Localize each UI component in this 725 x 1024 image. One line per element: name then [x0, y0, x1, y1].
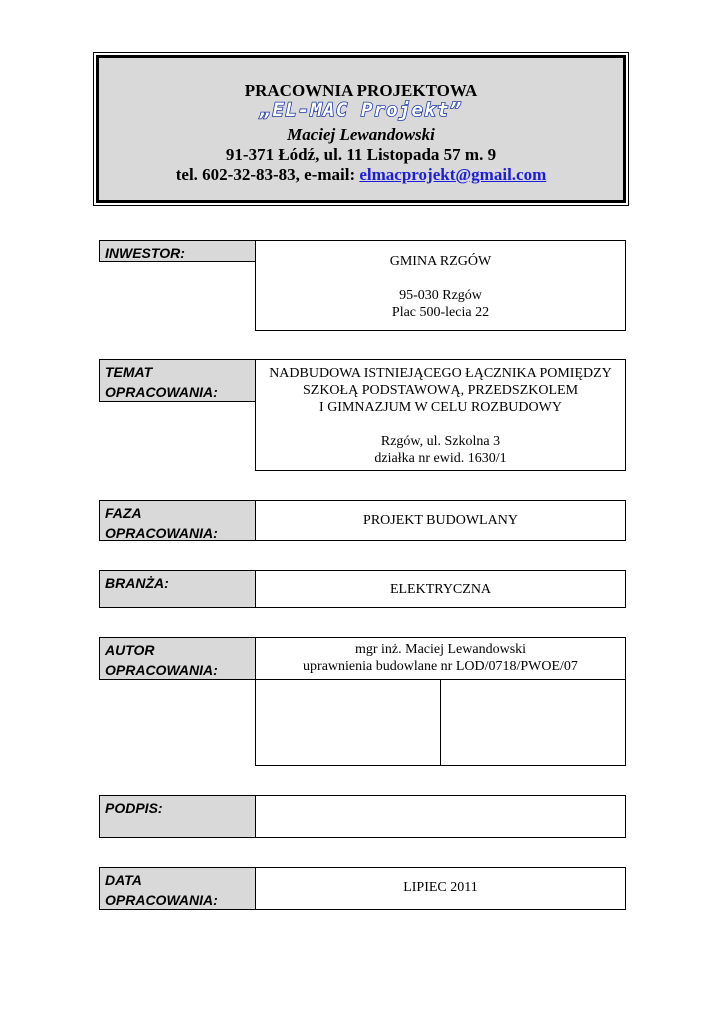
subject-label-line-2: OPRACOWANIA:: [105, 384, 218, 400]
investor-label: [99, 240, 256, 262]
office-title: PRACOWNIA PROJEKTOWA: [244, 81, 478, 100]
investor-name: GMINA RZGÓW: [389, 254, 492, 269]
investor-label-text: INWESTOR:: [105, 245, 185, 261]
phase-label-line-2: OPRACOWANIA:: [105, 525, 218, 541]
phase-label-line-1: FAZA: [105, 505, 142, 521]
subject-plot: działka nr ewid. 1630/1: [374, 451, 507, 466]
subject-value: [255, 359, 626, 471]
signature-label: [99, 795, 256, 838]
subject-label: [99, 359, 256, 402]
phase-value: [255, 500, 626, 541]
author-label-line-1: AUTOR: [105, 642, 155, 658]
investor-postal: 95-030 Rzgów: [399, 288, 482, 303]
author-row: [99, 637, 626, 766]
subject-label-line-1: TEMAT: [105, 364, 153, 380]
date-label-line-1: DATA: [105, 872, 142, 888]
investor-value: [255, 240, 626, 331]
discipline-label: [99, 570, 256, 608]
author-value: [255, 637, 626, 680]
signature-row: [99, 795, 626, 838]
subject-line-1: NADBUDOWA ISTNIEJĄCEGO ŁĄCZNIKA POMIĘDZY: [269, 366, 612, 381]
author-name: mgr inż. Maciej Lewandowski: [354, 642, 527, 657]
subject-line-3: I GIMNAZJUM W CELU ROZBUDOWY: [319, 400, 562, 415]
author-signature-area: [255, 679, 626, 766]
office-header: [96, 55, 626, 203]
discipline-label-text: BRANŻA:: [105, 575, 169, 591]
discipline-value: [255, 570, 626, 608]
office-address: 91-371 Łódź, ul. 11 Listopada 57 m. 9: [225, 145, 497, 164]
signature-cell: [441, 680, 625, 765]
author-label-line-2: OPRACOWANIA:: [105, 662, 218, 678]
date-value: [255, 867, 626, 910]
office-contact: [99, 165, 623, 185]
date-label: [99, 867, 256, 910]
brand-name: „EL-MAC Projekt”: [259, 99, 463, 121]
phase-text: PROJEKT BUDOWLANY: [363, 513, 518, 528]
signature-label-text: PODPIS:: [105, 800, 163, 816]
signature-stamp-cell: [256, 680, 441, 765]
phase-row: [99, 500, 626, 541]
author-license: uprawnienia budowlane nr LOD/0718/PWOE/07: [303, 659, 578, 674]
subject-line-2: SZKOŁĄ PODSTAWOWĄ, PRZEDSZKOLEM: [302, 383, 579, 398]
phase-label: [99, 500, 256, 541]
author-label: [99, 637, 256, 680]
subject-row: [99, 359, 626, 471]
discipline-text: ELEKTRYCZNA: [389, 582, 492, 597]
owner-name: Maciej Lewandowski: [287, 125, 435, 144]
date-row: [99, 867, 626, 910]
signature-value: [255, 795, 626, 838]
investor-street: Plac 500-lecia 22: [391, 305, 490, 320]
contact-phone: tel. 602-32-83-83, e-mail:: [175, 165, 360, 184]
date-text: LIPIEC 2011: [403, 880, 478, 895]
email-link[interactable]: elmacprojekt@gmail.com: [359, 165, 547, 184]
investor-row: [99, 240, 626, 331]
discipline-row: [99, 570, 626, 608]
date-label-line-2: OPRACOWANIA:: [105, 892, 218, 908]
subject-location: Rzgów, ul. Szkolna 3: [380, 434, 501, 449]
